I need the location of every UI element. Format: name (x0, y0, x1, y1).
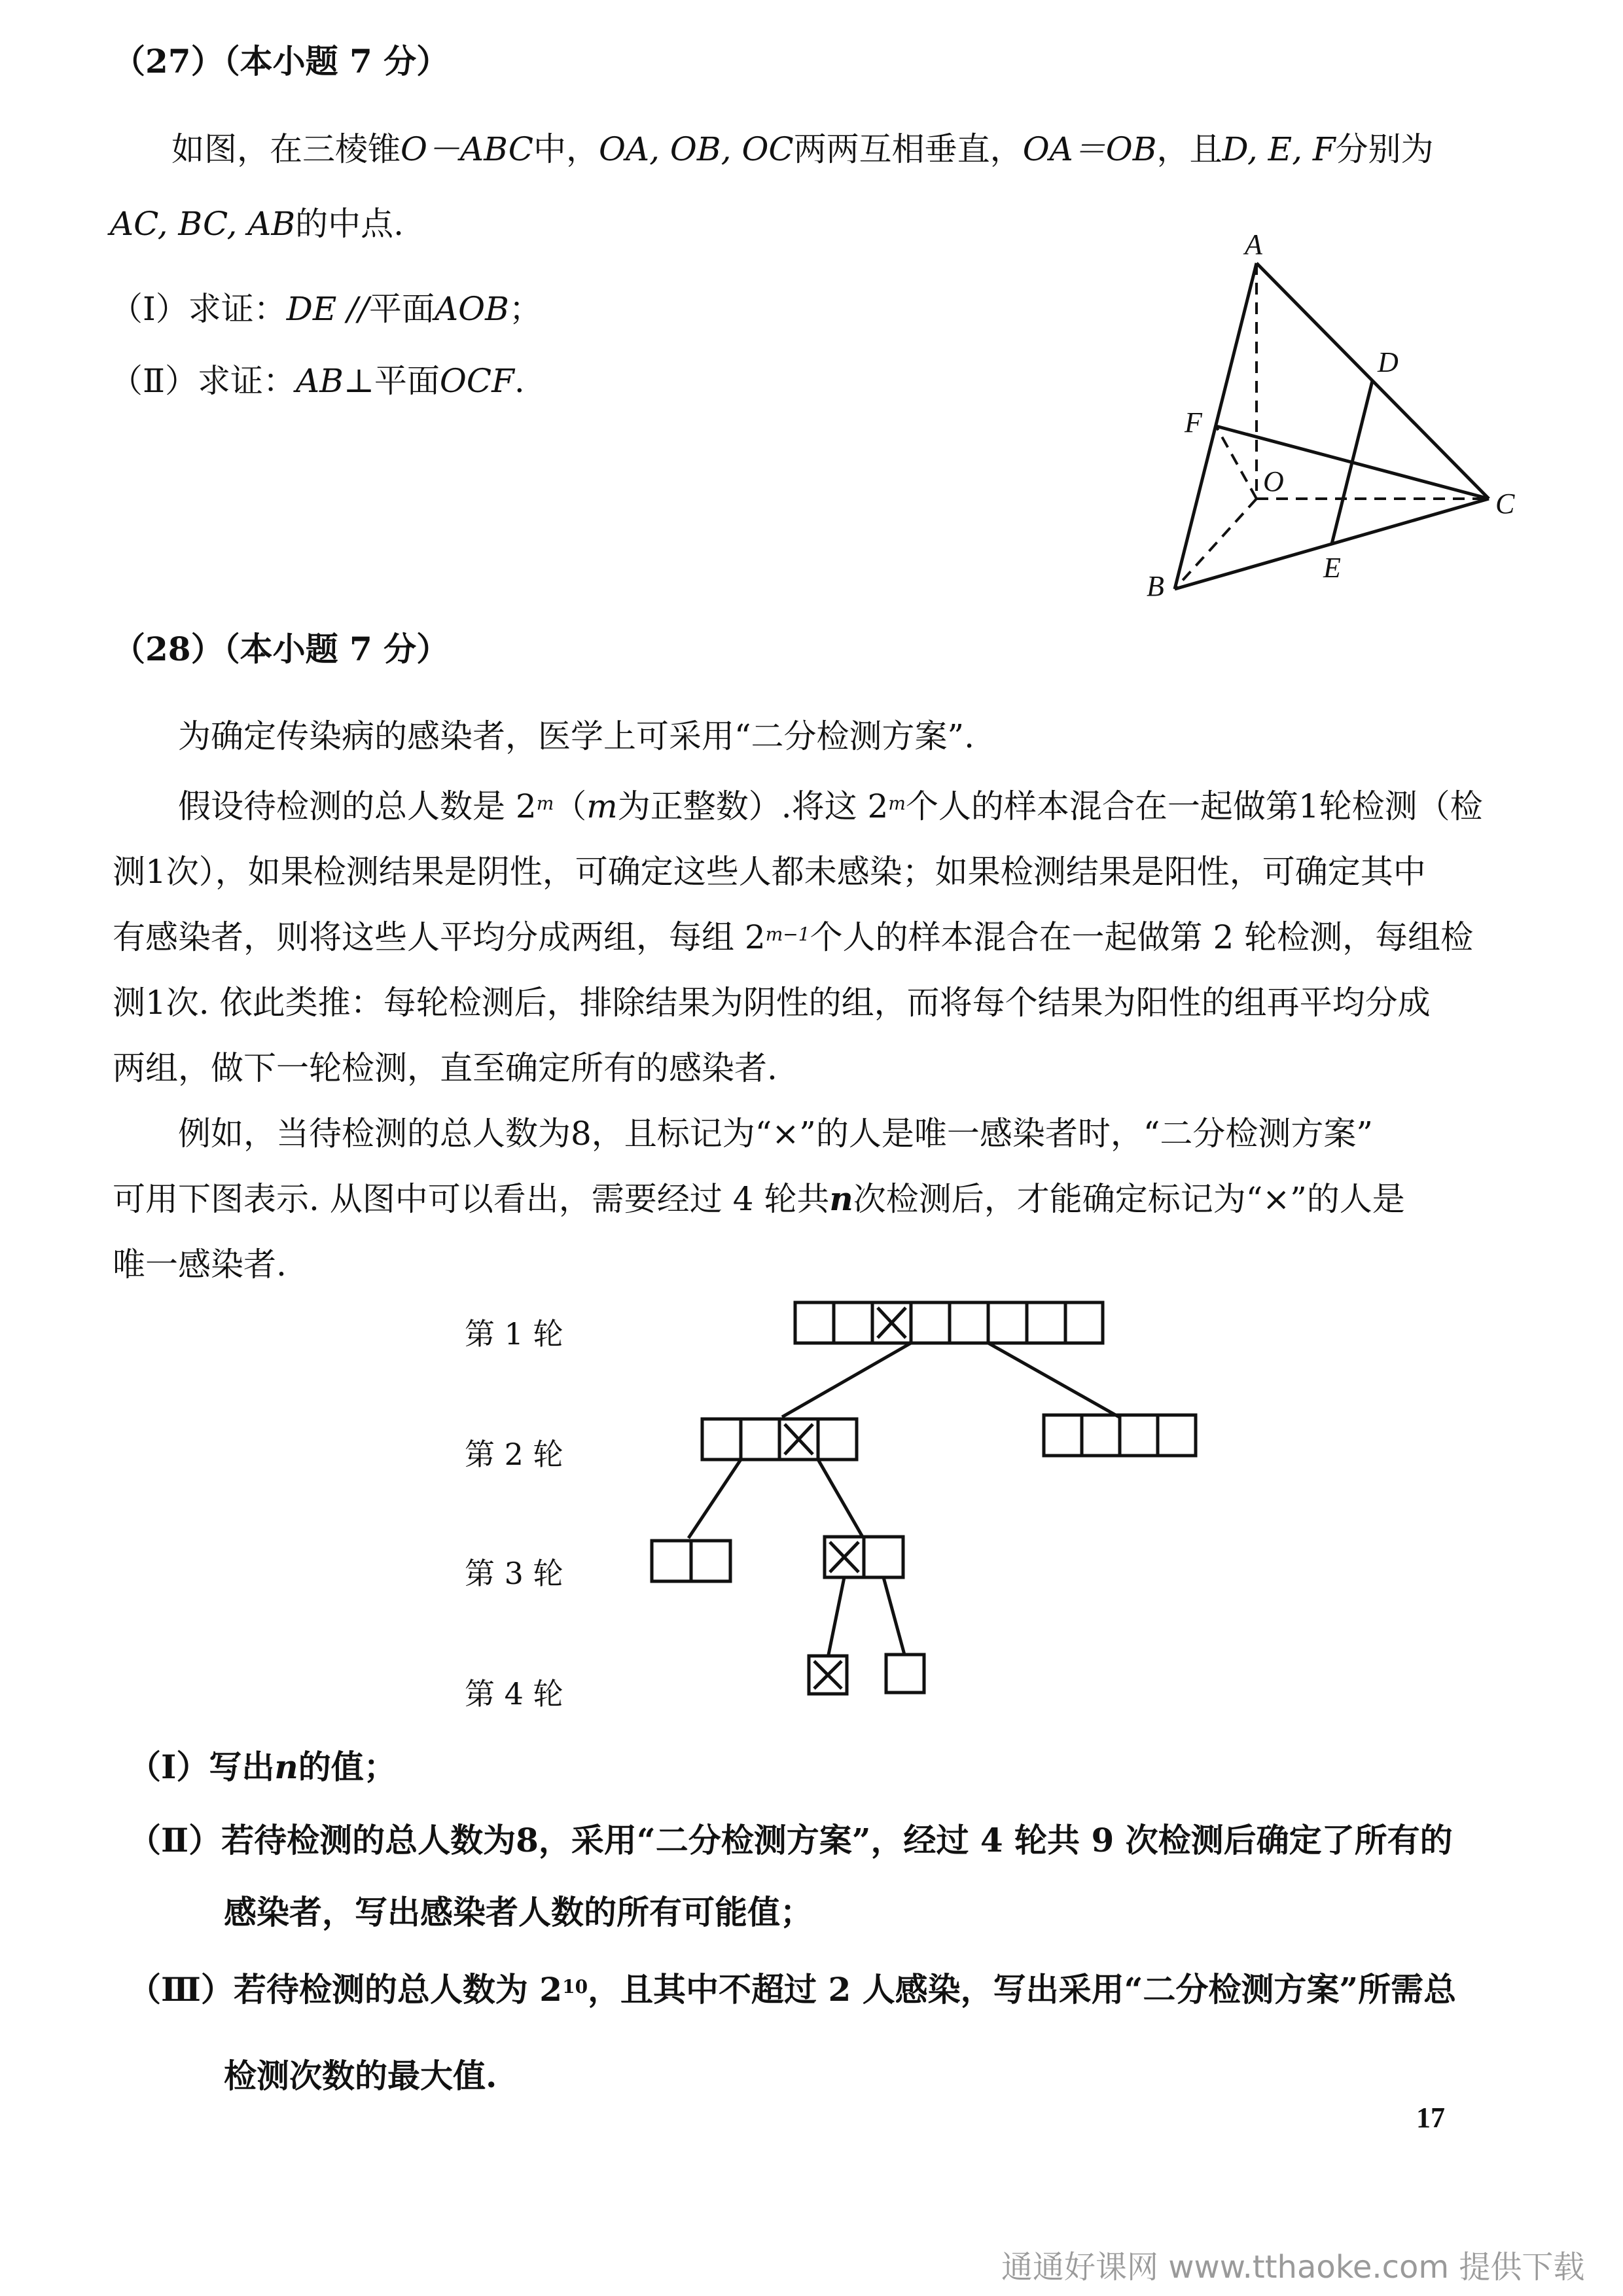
text: （Ⅲ）若待检测的总人数为 2 (128, 1970, 563, 2009)
label-f: F (1185, 406, 1202, 439)
text: 个人的样本混合在一起做第1轮检测（检 (905, 787, 1483, 825)
math: AB (295, 362, 344, 400)
infected-mark (878, 1308, 906, 1338)
branch (818, 1460, 863, 1537)
math: ⊥ (343, 362, 374, 400)
text: 的中点. (295, 205, 404, 243)
q28-line-1: 为确定传染病的感染者，医学上可采用“二分检测方案”. (178, 717, 975, 755)
math: OA＝OB (1022, 130, 1157, 168)
math: m (586, 787, 618, 825)
text: 平面 (368, 290, 435, 328)
infected-mark (814, 1661, 842, 1689)
branch (782, 1343, 911, 1417)
superscript: 10 (562, 1976, 588, 1998)
q28-part-3-line-2: 检测次数的最大值. (224, 2056, 497, 2095)
text: 中， (533, 130, 599, 168)
q28-header: （28）（本小题 7 分） (113, 630, 450, 668)
text: 可用下图表示. 从图中可以看出，需要经过 4 轮共 (113, 1180, 830, 1218)
text: 的值； (298, 1748, 397, 1786)
text: 两两互相垂直， (793, 130, 1023, 168)
math: // (347, 290, 369, 328)
infected-mark (785, 1424, 813, 1454)
text: . (514, 362, 525, 400)
round4-box-clear (886, 1655, 924, 1693)
q27-header: （27）（本小题 7 分） (113, 42, 450, 81)
text: 次检测后，才能确定标记为“×”的人是 (853, 1180, 1405, 1218)
label-e: E (1323, 552, 1341, 584)
label-b: B (1147, 570, 1164, 602)
text: ，且 (1156, 130, 1222, 168)
text: 如图，在三棱锥 (171, 130, 401, 168)
branch (829, 1577, 844, 1655)
math: n (829, 1179, 853, 1218)
math: O－ABC (401, 130, 534, 168)
math: OCF (439, 362, 514, 400)
text: （Ⅱ）求证： (110, 362, 296, 400)
q28-part-1 (128, 1746, 397, 1788)
q28-line-5: 测1次. 依此类推：每轮检测后，排除结果为阴性的组，而将每个结果为阳性的组再平均分成 (113, 984, 1431, 1022)
text: 有感染者，则将这些人平均分成两组，每组 2 (113, 918, 766, 956)
text: 分别为 (1335, 130, 1434, 168)
math: AOB (434, 290, 509, 328)
label-d: D (1378, 346, 1399, 378)
page-number: 17 (1416, 2102, 1445, 2134)
q28-part-2-line-1: （Ⅱ）若待检测的总人数为8，采用“二分检测方案”，经过 4 轮共 9 次检测后确定了所有的 (128, 1821, 1453, 1859)
text: 假设待检测的总人数是 2 (178, 787, 537, 825)
superscript: m (888, 793, 906, 814)
q28-part-3-line-1 (128, 1969, 1456, 2011)
branch (988, 1343, 1119, 1417)
watermark: 通通好课网 www.tthaoke.com 提供下载 (1001, 2249, 1585, 2286)
q28-line-7: 例如，当待检测的总人数为8，且标记为“×”的人是唯一感染者时，“二分检测方案” (178, 1115, 1373, 1153)
label-a: A (1245, 228, 1262, 260)
branch (688, 1460, 741, 1538)
round-label-4: 第 4 轮 (465, 1676, 563, 1712)
text: 平面 (374, 362, 440, 400)
text: ； (508, 290, 542, 328)
text: （ (554, 787, 587, 825)
round-label-1: 第 1 轮 (465, 1316, 563, 1352)
text: （Ⅰ）写出 (128, 1748, 275, 1786)
text: 个人的样本混合在一起做第 2 轮检测，每组检 (810, 918, 1474, 956)
q28-part-2-line-2: 感染者，写出感染者人数的所有可能值； (224, 1893, 813, 1931)
math: DE (286, 290, 337, 328)
q28-line-3: 测1次），如果检测结果是阴性，可确定这些人都未感染；如果检测结果是阳性，可确定其中 (113, 853, 1426, 891)
branch (883, 1577, 904, 1655)
text: （Ⅰ）求证： (110, 290, 287, 328)
label-o: O (1263, 465, 1284, 497)
round-label-2: 第 2 轮 (465, 1437, 563, 1472)
math: D, E, F (1222, 130, 1336, 168)
round-label-3: 第 3 轮 (465, 1556, 563, 1591)
label-c: C (1495, 488, 1515, 520)
math: n (274, 1748, 298, 1786)
text: ，且其中不超过 2 人感染，写出采用“二分检测方案”所需总 (588, 1970, 1457, 2009)
superscript: m−1 (765, 924, 810, 945)
text: 为正整数）.将这 2 (617, 787, 889, 825)
q28-line-9: 唯一感染者. (113, 1246, 287, 1283)
math: OA, OB, OC (599, 130, 794, 168)
superscript: m (536, 793, 554, 814)
q28-line-6: 两组，做下一轮检测，直至确定所有的感染者. (113, 1049, 777, 1087)
math: AC, BC, AB (110, 205, 296, 243)
infected-mark (830, 1542, 859, 1572)
